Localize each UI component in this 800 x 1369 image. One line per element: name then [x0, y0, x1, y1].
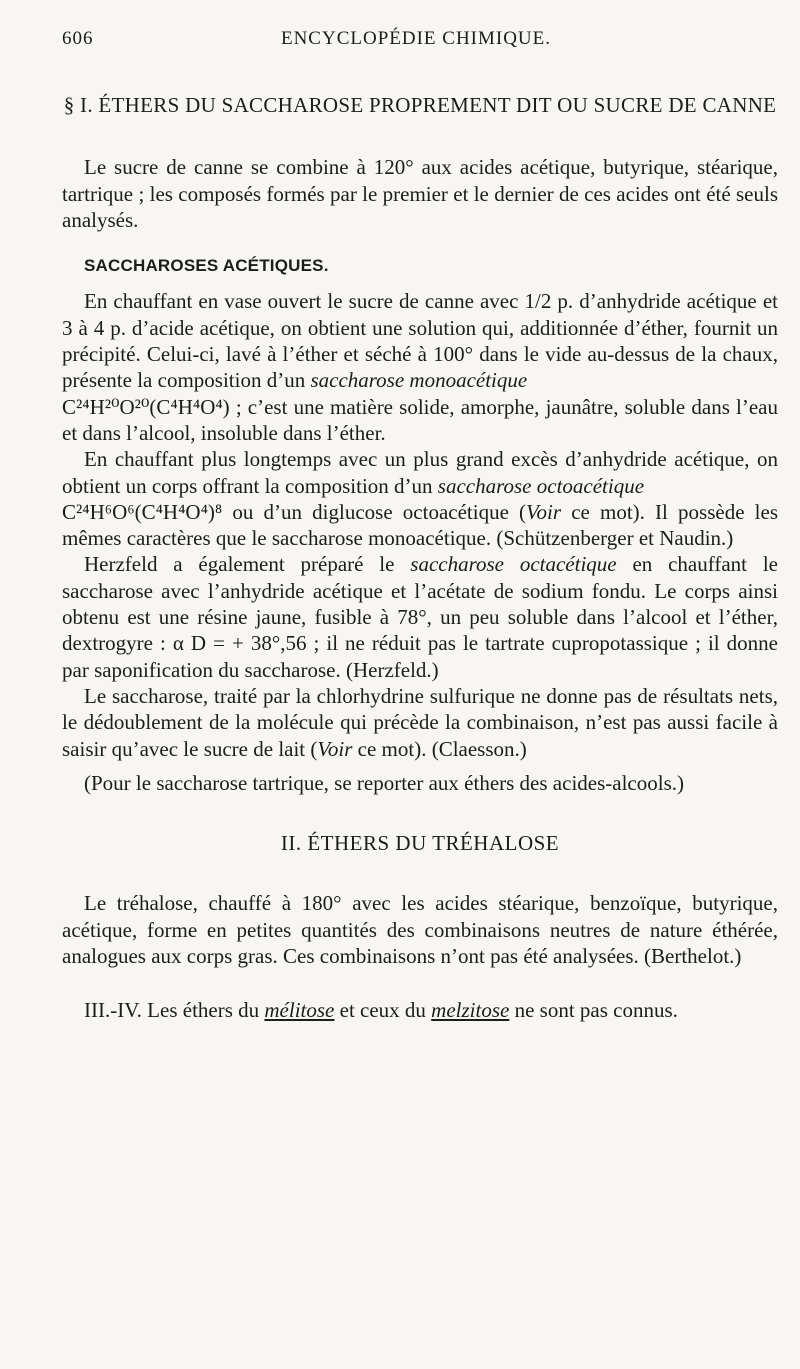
paragraph-trehalose [62, 890, 778, 969]
paragraph-tartrique [62, 770, 778, 796]
page-number: 606 [62, 28, 94, 49]
paragraph-chlorhydrine [62, 683, 778, 762]
text-run: ou d’un diglucose octoacétique ( [222, 499, 527, 524]
paragraph-herzfeld [62, 551, 778, 682]
paragraph-intro [62, 154, 778, 233]
text-run: III.-IV. Les éthers du [84, 998, 265, 1023]
cross-reference-voir: Voir [526, 499, 562, 524]
text-run: ce mot). Il possède les mêmes caractères que le saccharose monoacétique. (Schützenberger et Naudin.) [62, 499, 778, 551]
section-heading-saccharose: § I. ÉTHERS DU SACCHAROSE PROPREMENT DIT OU SUCRE DE CANNE [63, 93, 777, 117]
text-run: ne sont pas connus. [509, 998, 678, 1023]
text-run: ce mot). (Claesson.) [352, 736, 527, 761]
running-title: ENCYCLOPÉDIE CHIMIQUE. [280, 28, 552, 49]
text-run: Le saccharose, traité par la chlorhydrine sulfurique ne donne pas de résultats nets, le dédoublement de la molécule qui précède la combinaison, n’est pas aussi facile à saisir qu’avec le sucre de lait ( [62, 683, 778, 761]
formula-monoacetique: C²⁴H²⁰O²⁰(C⁴H⁴O⁴) [62, 394, 230, 419]
paragraph-melitose-melzitose [62, 997, 778, 1023]
formula-octoacetique: C²⁴H⁶O⁶(C⁴H⁴O⁴)⁸ [62, 499, 223, 524]
text-run: ; c’est une matière solide, amorphe, jaunâtre, soluble dans l’eau et dans l’alcool, insoluble dans l’éther. [62, 394, 778, 445]
text-run: (Pour le saccharose tartrique, se reporter aux éthers des acides-alcools.) [84, 770, 684, 795]
term-saccharose-octoacetique: saccharose octoacétique [437, 473, 645, 498]
term-saccharose-octacetique: saccharose octacétique [410, 552, 617, 577]
term-melitose: mélitose [264, 998, 335, 1023]
paragraph-monoacetique [62, 288, 778, 446]
term-saccharose-monoacetique: saccharose monoacétique [310, 368, 528, 393]
text-run: en chauffant le saccharose avec l’anhydride acétique et l’acétate de sodium fondu. Le corps ainsi obtenu est une résine jaune, fusible à 78°, un peu soluble dans l’alcool et l’éther, dextrogyre : α D = + 38°,56 ; il ne réduit pas le tartrate cupropotassique ; il donne par saponification du saccharose. (Herzfeld.) [62, 552, 778, 682]
text-run: Le tréhalose, chauffé à 180° avec les acides stéarique, benzoïque, butyrique, acétique, forme en petites quantités des combinaisons neutres de nature éthérée, analogues aux corps gras. Ces combinaisons n’ont pas été analysées. (Berthelot.) [62, 891, 778, 969]
cross-reference-voir: Voir [317, 736, 353, 761]
subheading-saccharoses-acetiques: SACCHAROSES ACÉTIQUES. [84, 256, 329, 276]
text-run: Herzfeld a également préparé le [84, 552, 411, 577]
page-header [62, 28, 770, 58]
paragraph-octoacetique [62, 446, 778, 551]
text-run: En chauffant plus longtemps avec un plus grand excès d’anhydride acétique, on obtient un corps offrant la composition d’un [62, 447, 778, 498]
section-heading-trehalose: II. ÉTHERS DU TRÉHALOSE [280, 831, 560, 856]
text-run: En chauffant en vase ouvert le sucre de canne avec 1/2 p. d’anhydride acétique et 3 à 4 p. d’acide acétique, on obtient une solution qui, additionnée d’éther, fournit un précipité. Celui-ci, lavé à l’éther et séché à 100° dans le vide au-dessus de la chaux, présente la composition d’un [62, 289, 778, 393]
term-melzitose: melzitose [431, 998, 510, 1023]
intro-text: Le sucre de canne se combine à 120° aux acides acétique, butyrique, stéarique, tartrique ; les composés formés par le premier et le dernier de ces acides ont été seuls analysés. [62, 155, 778, 232]
text-run: et ceux du [334, 998, 432, 1023]
body-text [62, 92, 778, 1024]
